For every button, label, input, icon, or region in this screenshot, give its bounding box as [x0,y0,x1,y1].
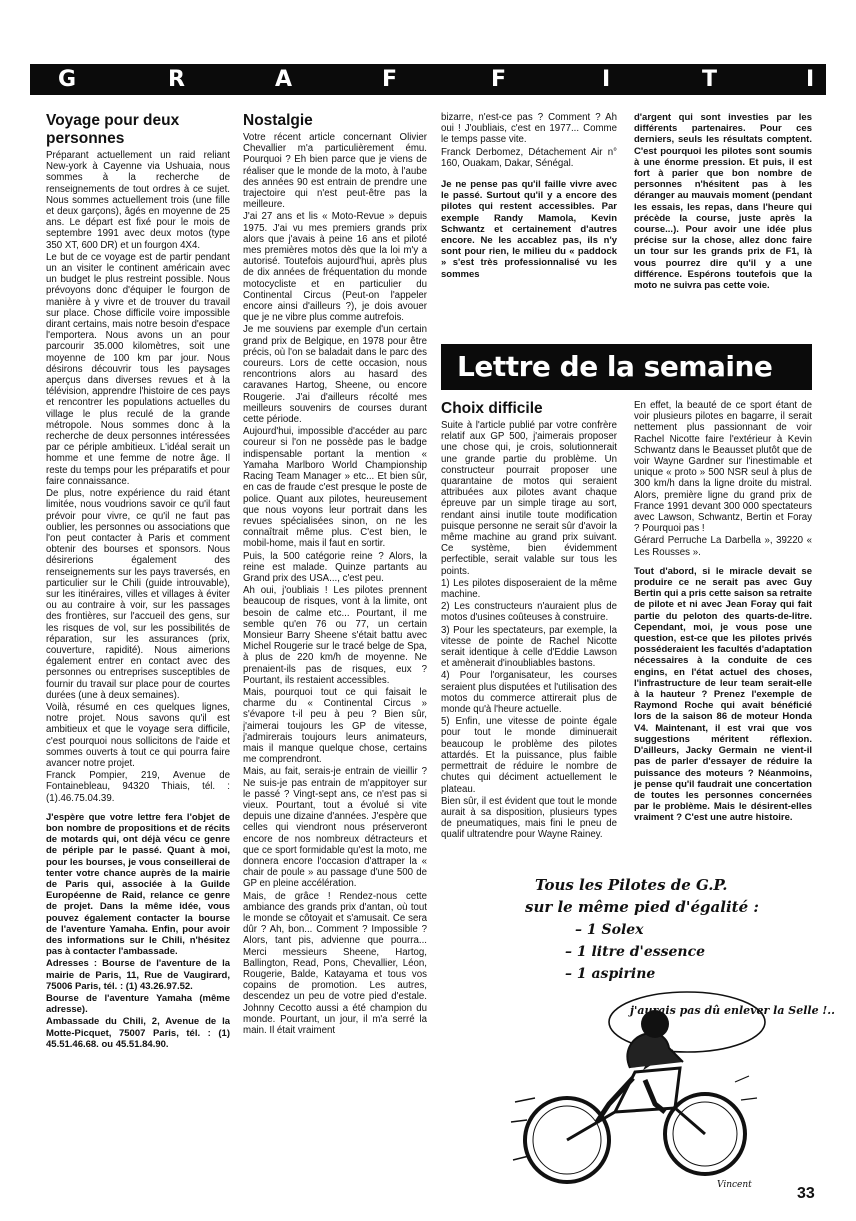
article-paragraph: Puis, la 500 catégorie reine ? Alors, la reine est malade. Quinze partants au Grand prix des USA..., c'est peu. [243,550,427,584]
article-paragraph: 4) Pour l'organisateur, les courses seraient plus disputées et l'utilisation des motos du commerce attirerait plus de monde qu'à l'heure actuelle. [441,670,617,716]
article-paragraph: 5) Enfin, une vitesse de pointe égale pour tout le monde diminuerait beaucoup le problème des pilotes attardés. Et la puissance, plus faible permettrait de réduire le nombre de chutes qui déciment actuellement le plateau. [441,716,617,795]
banner-letter: I [806,67,815,92]
cartoonist-signature: Vincent [717,1180,752,1190]
article-paragraph: Préparant actuellement un raid reliant New-york à Cayenne via Ushuaia, nous sommes à la recherche de renseignements de tout ordres à ce sujet. Nous sommes actuellement trois (une fille et deux garçons), âgés en moyenne de 25 ans. Le départ est fixé pour le mois de septembre 1991 avec deux motos (type 350 XT, 600 DR) et un fourgon 4X4. [46,150,230,251]
editor-reply-continued [634,112,812,334]
banner-letter: F [491,67,507,92]
article-paragraph: Le but de ce voyage est de partir pendant un an visiter le continent américain avec un budget le plus restreint possible. Nous prévoyons donc d'équiper le fourgon de manière à y vivre et de trouver du travail sur place. Chose difficile voire impossible dirant certains, mais notre besoin d'espace l'emportera. Nous avons un an pour parcourir 35.000 kilomètres, soit une moyenne de 100 km par jour. Nous désirons découvrir tous les paysages aperçus dans diverses revues et à la télévision, apprendre l'histoire de ces pays et rencontrer les populations actuelles du village le plus reculé de la grande métropole. Nous sommes donc à la recherche de deux personnes intéressées par ce périple ambitieux. L'idéal serait un homme et une femme de notre âge. Il reste du temps pour les préparatifs et pour faire connaissance. [46,251,230,487]
letter-nostalgie-column [243,112,427,1182]
cartoon-drawing [505,872,775,1202]
article-paragraph: J'ai 27 ans et lis « Moto-Revue » depuis 1975. J'ai vu mes premiers grands prix alors que j'avais à peine 16 ans et piloté mes premières motos dès que la loi m'y a autorisé. Toutefois aujourd'hui, après plus de dix années de fréquentation du monde motocycliste et en particulier du Continental Circus (Peut-on l'appeler encore ainsi d'ailleurs ?), je dois avouer que je ne vibre plus comme autrefois. [243,211,427,324]
banner-letter: R [168,67,185,92]
motion-lines [735,1076,757,1100]
article-title: Choix difficile [441,400,543,417]
editor-reply-address: Adresses : Bourse de l'aventure de la mairie de Paris, 11, Rue de Vaugirard, 75006 Paris, tél. : (1) 43.26.97.52. [46,958,230,992]
cartoon-list-item: – 1 aspirine [565,966,656,982]
article-paragraph: Votre récent article concernant Olivier Chevallier m'a particulièrement ému. Pourquoi ? Eh bien parce que je viens de réaliser que le monde de la moto, à l'aube des années 90 est entrain de prendre une trajectoire qui n'est peut-être pas la meilleure. [243,132,427,211]
article-paragraph: Mais, de grâce ! Rendez-nous cette ambiance des grands prix d'antan, où tout le monde se côtoyait et s'amusait. Ce sera dûr ? Ah, bon... Comment ? Impossible ? Alors, tant pis, advienne que pourra... Merci messieurs Sheene, Hartog, Ballington, Read, Pons, Chevallier, Léon, Rougerie, Balde, Katayama et tous vos copains de promotion. Les autres, descendez un peu de votre pied d'estale. Johnny Cecotto aussi a été champion du monde. Pourtant, un jour, il m'a serré la main. Il était vraiment [243,890,427,1037]
article-title: Voyage pour deux personnes [46,112,180,147]
article-paragraph: De plus, notre expérience du raid étant limitée, nous voudrions savoir ce qu'il faut prévoir pour vivre, ce qu'il ne faut pas oublier, les personnes ou associations que l'on peut contacter à Paris et comment obtenir des bourses et sponsors. Nous désirerions également des renseignements sur les pays traversés, en particulier sur le Chili (guide introuvable), sur les itinéraires, villes et villages à éviter ou au contraire à voir, sur les passages des frontières, sur l'accueil des gens, sur les risques de vol, sur les possibilités de réparation, sur les assurances (prix, couverture, rapidité). Nous aimerions également entrer en contact avec des personnes ou entreprises susceptibles de fournir du travail sur place pour de courtes durées (une à deux semaines). [46,488,230,701]
editor-reply: d'argent qui sont investies par les différents partenaires. Pour ces derniers, seuls les résultats comptent. C'est pourquoi les pilotes sont soumis à une énorme pression. Et puis, il est fort à parier que bon nombre de personnes n'hésitent pas à les déranger au mauvais moment (pendant les essais, les repas, dans l'heure qui précède la course, juste après la course...). Pour avoir une idée plus précise sur la chose, allez donc faire un tour sur les grands prix de F1, là vous pourrez dire qu'il y a une différence. Espérons toutefois que la moto ne suivra pas cette voie. [634,112,812,292]
article-paragraph: Je me souviens par exemple d'un certain grand prix de Belgique, en 1978 pour être précis, où l'on se baladait dans le parc des coureurs. Lors de cette occasion, nous rencontrions alors au hasard des caravanes Hartog, Sheene, ou encore Rougerie. J'ai d'ailleurs récolté mes meilleurs souvenirs de courses durant cette période. [243,324,427,426]
article-paragraph: 3) Pour les spectateurs, par exemple, la vitesse de pointe de Rachel Nicotte serait identique à celle d'Eddie Lawson et amènerait d'inoubliables bastons. [441,624,617,670]
article-paragraph: Aujourd'hui, impossible d'accéder au parc coureur si l'on ne possède pas le badge indispensable portant la mention « Yamaha Marlboro World Championship Racing Team Manager » etc... Et bien sûr, en cas de fraude c'est presque le poste de police. Quant aux pilotes, heureusement que nous voyons leur portrait dans les revues spécialisées sinon, on ne les connaîtrait même plus. C'est bien, le mobil-home, mais il faut en sortir. [243,426,427,550]
rider-leg [597,1078,633,1122]
speed-lines [511,1098,535,1160]
speech-bubble-text: j'aurais pas dû enlever la Selle !.. [630,1004,835,1017]
editor-reply-address: Ambassade du Chili, 2, Avenue de la Motte-Picquet, 75007 Paris, tél. : (1) 45.51.46.68. ou 45.51.84.90. [46,1016,230,1050]
banner-letter: T [702,67,718,92]
cartoon-caption-line: Tous les Pilotes de G.P. [535,876,728,894]
letter-voyage-column [46,112,230,1182]
letter-nostalgie-continued [441,112,617,334]
article-signature: Gérard Perruche La Darbella », 39220 « Les Rousses ». [634,535,812,558]
letter-choix-column [441,400,617,870]
article-paragraph: Suite à l'article publié par votre confrère relatif aux GP 500, j'aimerais proposer une chose qui, je crois, solutionnerait une grande partie du problème. Un constructeur pourrait proposer une quarantaine de motos qui seraient attribuées aux pilotes avant chaque épreuve par un simple tirage au sort, rendant ainsi inutile toute modification puisque personne ne serait sûr d'avoir la même machine au grand prix suivant. Ce système, bien évidemment perfectible, serait valable sur tous les points. [441,420,617,577]
editor-reply-address: Bourse de l'aventure Yamaha (même adresse). [46,993,230,1016]
cartoon-caption-line: sur le même pied d'égalité : [525,898,759,916]
cartoon-list-item: – 1 litre d'essence [565,944,706,960]
article-paragraph: Mais, pourquoi tout ce qui faisait le charme du « Continental Circus » s'évapore t-il peu à peu ? Bien sûr, j'aimerai toujours les GP de vitesse, j'admirerais toujours leurs animateurs, mais il manque quelque chose, certains me comprendront. [243,686,427,766]
lettre-banner-label: Lettre de la semaine [457,350,773,383]
article-title: Nostalgie [243,112,313,129]
banner-letter: F [382,67,398,92]
editor-reply: J'espère que votre lettre fera l'objet de bon nombre de propositions et de récits de motards qui, ont déjà vécu ce genre de périple par le passé. Quant à moi, pour les bourses, je vous conseillerai de tenter votre chance auprès de la mairie de Paris qui, associée à la Guilde Européenne de Raid, relance ce genre de projet. Dans la même idée, vous pouvez également contacter la bourse de l'aventure Yamaha. Enfin, pour avoir des informations sur le Chili, n'hésitez pas à contacter l'ambassade. [46,811,230,958]
article-paragraph: 1) Les pilotes disposeraient de la même machine. [441,577,617,601]
editor-reply: Je ne pense pas qu'il faille vivre avec le passé. Surtout qu'il y a encore des pilotes qui restent accessibles. Par exemple Randy Mamola, Kevin Schwantz et certainement d'autres encore. Ne les accablez pas, ils n'y sont pour rien, le milieu du « paddock » s'est très professionnalisé vu les sommes [441,179,617,280]
letter-choix-continued [634,400,812,870]
article-paragraph: En effet, la beauté de ce sport étant de voir plusieurs pilotes en bagarre, il serait nettement plus passionnant de voir Rachel Nicotte faire l'extérieur à Kevin Schwantz dans le Beausset plutôt que de voir Wayne Gardner sur l'inestimable et unique « proto » 500 NSR seul à plus de 300 km/h dans la ligne droite du mistral. Alors, première ligne du grand prix de France 1991 devant 300 000 spectateurs avec Lawson, Schwantz, Bertin et Foray ? Pourquoi pas ! [634,400,812,535]
article-paragraph: bizarre, n'est-ce pas ? Comment ? Ah oui ! J'oubliais, c'est en 1977... Comme le temps passe vite. [441,112,617,146]
editor-reply: Tout d'abord, si le miracle devait se produire ce ne serait pas avec Guy Bertin qui a pris cette saison sa retraite de pilote et ni avec Jean Foray qui fait partie du peloton des quarts-de-litre. Cependant, moi, je vous pose une question, est-ce que les pilotes privés posséderaient les facultés d'adaptation nécessaires à la conduite de ces engins, en l'état actuel des choses, l'infrastructure de leur team serait-elle à la hauteur ? Prenez l'exemple de Raymond Roche qui avait bénéficié lors de la saison 86 de moteur Honda V4. Maintenant, il est vrai que vos suggestions méritent réflexion. D'ailleurs, Jacky Germain ne vient-il pas de parler d'essayer de réduire la puissance des moteurs ? Néanmoins, je pense qu'il faudrait une concertation de toutes les personnes concernées par le problème. Mais le désirent-elles vraiment ? C'est une autre histoire. [634,565,812,824]
article-paragraph: Voilà, résumé en ces quelques lignes, notre projet. Nous savons qu'il est ambitieux et que le voyage sera difficile, c'est pourquoi nous sollicitons de l'aide et sommes ouverts à tout ce qui pourra faire avancer notre projet. [46,701,230,769]
article-signature: Franck Pompier, 219, Avenue de Fontainebleau, 94320 Thiais, tél. : (1).46.75.04.39. [46,770,230,804]
cartoon-list-item: – 1 Solex [575,922,644,938]
lettre-de-la-semaine-banner [441,344,812,390]
banner-letter: A [275,67,293,92]
article-signature: Franck Derbomez, Détachement Air n° 160, Ouakam, Dakar, Sénégal. [441,146,617,169]
graffiti-banner [30,64,826,95]
article-paragraph: 2) Les constructeurs n'auraient plus de motos d'usines coûteuses à construire. [441,601,617,624]
article-paragraph: Ah oui, j'oubliais ! Les pilotes prennent beaucoup de risques, vont à la limite, ont besoin de calme etc... Pourtant, il me semble qu'en 76 ou 77, un certain Monsieur Barry Sheene s'était battu avec Michel Rougerie sur le tracé belge de Spa, à plus de 220 km/h de moyenne. Ne prenaient-ils pas de risques, eux ? Pourtant, ils restaient accessibles. [243,585,427,686]
article-paragraph: Mais, au fait, serais-je entrain de vieillir ? Ne suis-je pas entrain de m'appitoyer sur le passé ? Vingt-sept ans, ce n'est pas si vieux. Pourtant, tout a évolué si vite depuis une dizaine d'années. J'espère que celles qui viendront nous préserveront encore de nos nombreux détracteurs et que ce sport formidable qu'est la moto, me donnera encore l'occasion d'attraper la « chair de poule » au passage d'une 500 de GP en pleine accélération. [243,766,427,890]
banner-letter: G [58,67,77,92]
rider-leg [645,1080,665,1112]
article-paragraph: Bien sûr, il est évident que tout le monde aurait à sa disposition, plusieurs types de pneumatiques, mais fini le pneu de qualif ultratendre pour Wayne Rainey. [441,795,617,841]
page-number: 33 [797,1185,815,1202]
banner-letter: I [602,67,611,92]
